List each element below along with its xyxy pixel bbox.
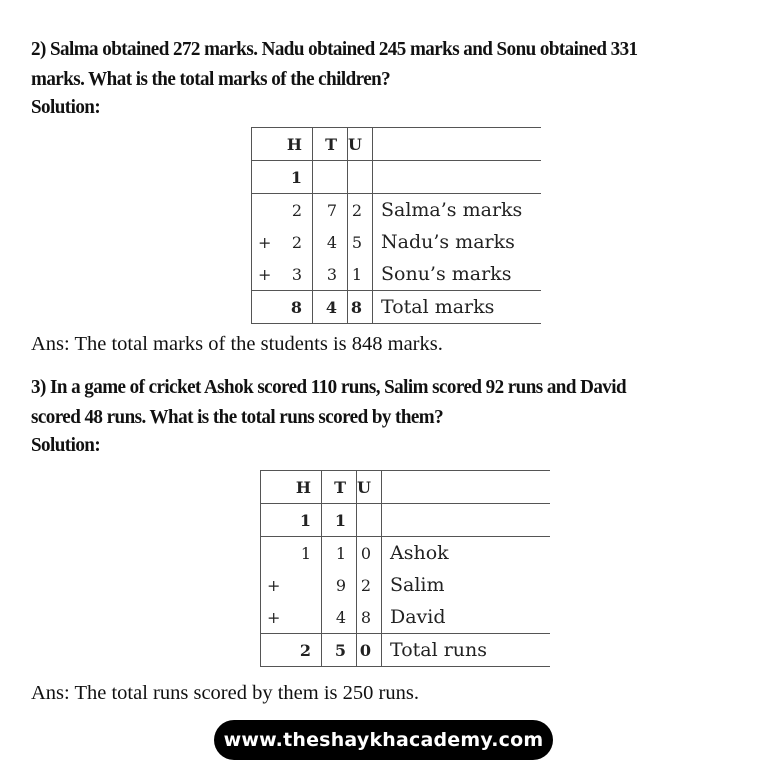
solution-label: Solution: <box>31 96 101 118</box>
solution-label: Solution: <box>31 434 101 456</box>
total-label: Total runs <box>382 634 551 667</box>
row-label: David <box>390 606 446 628</box>
carry-hundreds: 1 <box>261 504 322 537</box>
plus-sign: + <box>267 575 281 595</box>
row-label: Sonu’s marks <box>381 263 512 285</box>
row-label: Salma’s marks <box>373 194 542 227</box>
header-tens: T <box>313 128 348 161</box>
table-row: + 4 8 David <box>261 601 551 634</box>
carry-units <box>348 161 373 194</box>
table-header-row <box>252 128 542 161</box>
row-label: Nadu’s marks <box>381 231 515 253</box>
plus-sign: + <box>258 264 272 284</box>
total-row: 8 4 8 Total marks <box>252 291 542 324</box>
carry-row <box>261 504 551 537</box>
place-value-table-q3 <box>260 470 550 667</box>
answer-q2: Ans: The total marks of the students is 848 marks. <box>31 333 443 355</box>
table-row: 2 7 2 Salma’s marks <box>252 194 542 227</box>
table-row: + 2 4 5 Nadu’s marks <box>252 226 542 258</box>
header-tens: T <box>322 471 357 504</box>
place-value-table-q2 <box>251 127 541 324</box>
table-row: 1 1 0 Ashok <box>261 537 551 570</box>
plus-sign: + <box>258 232 272 252</box>
table-header-row <box>261 471 551 504</box>
carry-row <box>252 161 542 194</box>
question-2-line-2: marks. What is the total marks of the children? <box>31 68 391 90</box>
table-row: + 9 2 Salim <box>261 569 551 601</box>
carry-units <box>357 504 382 537</box>
header-hundreds: H <box>252 128 313 161</box>
header-units: U <box>348 128 373 161</box>
carry-tens <box>313 161 348 194</box>
question-2-line-1: 2) Salma obtained 272 marks. Nadu obtained 245 marks and Sonu obtained 331 <box>31 38 638 60</box>
table-row: + 3 3 1 Sonu’s marks <box>252 258 542 291</box>
plus-sign: + <box>267 607 281 627</box>
carry-tens: 1 <box>322 504 357 537</box>
website-banner: www.theshaykhacademy.com <box>214 720 553 760</box>
row-label: Salim <box>390 574 445 596</box>
total-row: 2 5 0 Total runs <box>261 634 551 667</box>
answer-q3: Ans: The total runs scored by them is 250 runs. <box>31 682 419 704</box>
total-label: Total marks <box>373 291 542 324</box>
row-label: Ashok <box>382 537 551 570</box>
header-units: U <box>357 471 382 504</box>
header-hundreds: H <box>261 471 322 504</box>
carry-hundreds: 1 <box>252 161 313 194</box>
question-3-line-1: 3) In a game of cricket Ashok scored 110 runs, Salim scored 92 runs and David <box>31 376 627 398</box>
question-3-line-2: scored 48 runs. What is the total runs scored by them? <box>31 406 444 428</box>
